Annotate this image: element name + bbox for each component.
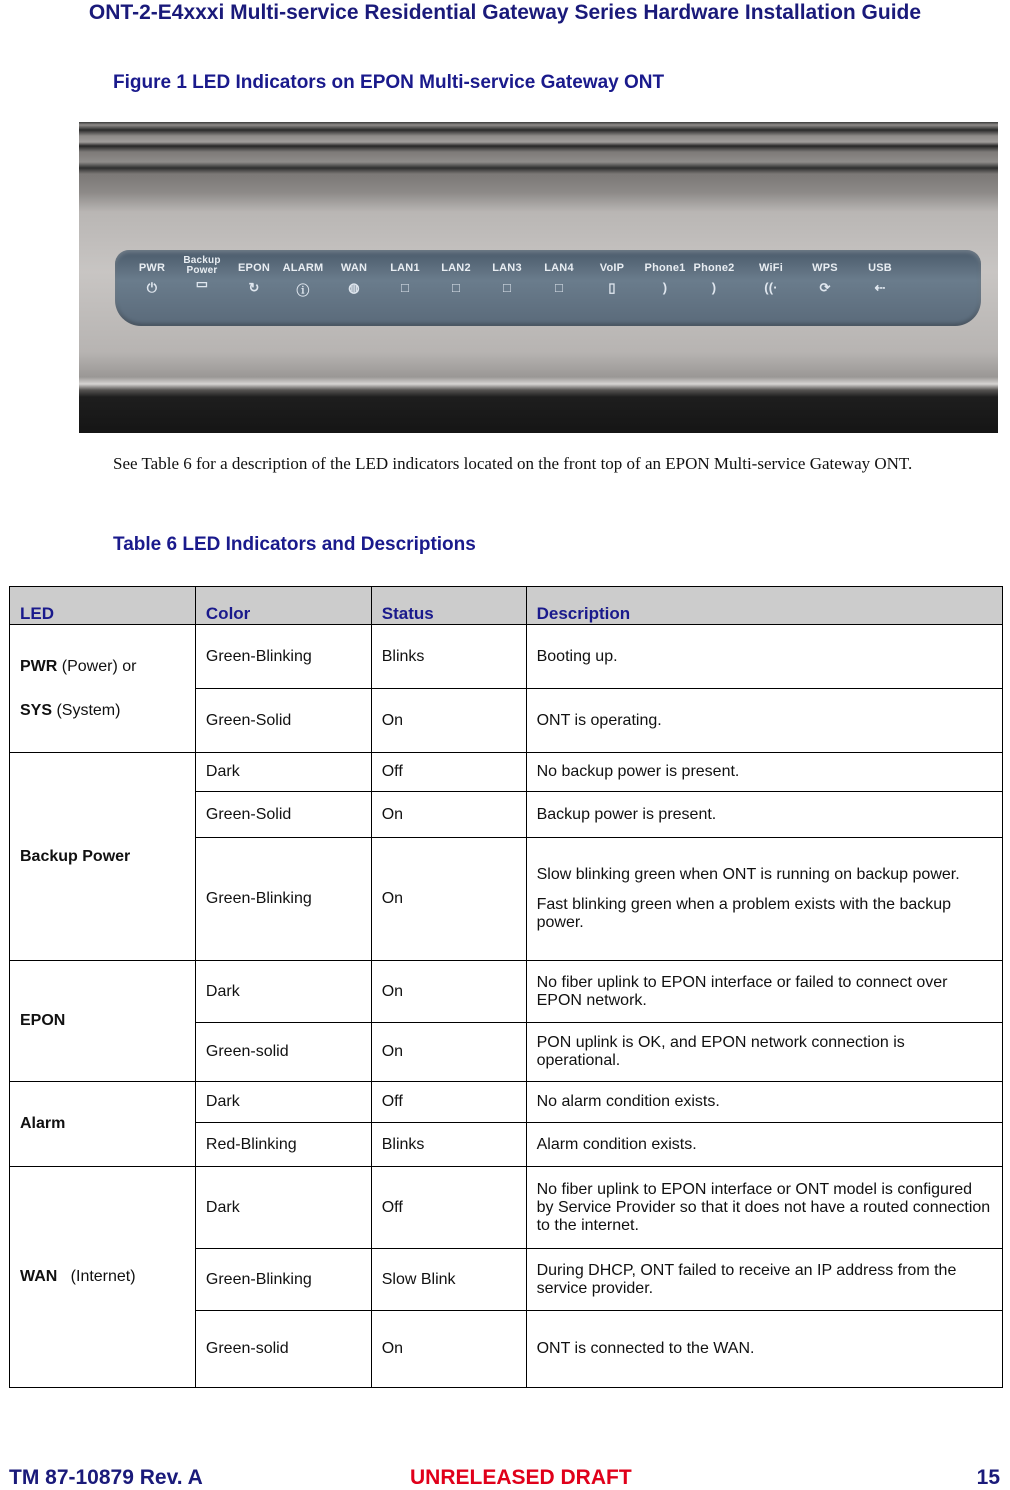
header-color: Color <box>195 587 371 625</box>
led-phone1: Phone1 ) <box>639 262 691 295</box>
color-cell: Green-Solid <box>195 792 371 838</box>
status-cell: On <box>371 689 526 753</box>
color-cell: Dark <box>195 753 371 792</box>
status-cell: On <box>371 961 526 1023</box>
color-cell: Green-Blinking <box>195 1249 371 1311</box>
status-cell: On <box>371 1311 526 1388</box>
battery-icon: ▭ <box>195 276 209 291</box>
led-phone2: Phone2 ) <box>688 262 740 295</box>
led-cell-wan: WAN (Internet) <box>10 1167 196 1388</box>
color-cell: Green-Solid <box>195 689 371 753</box>
table-header-row <box>10 587 1003 625</box>
led-lan3: LAN3 □ <box>481 262 533 295</box>
led-wps: WPS ⟳ <box>799 262 851 296</box>
status-cell: On <box>371 1023 526 1082</box>
power-icon: ⏻ <box>146 280 158 295</box>
alarm-icon: ⓘ <box>296 283 310 298</box>
table-row <box>10 753 1003 792</box>
description-cell: Alarm condition exists. <box>526 1123 1002 1167</box>
globe-icon: ◍ <box>348 280 360 295</box>
table-title: Table 6 LED Indicators and Descriptions <box>113 534 476 555</box>
color-cell: Red-Blinking <box>195 1123 371 1167</box>
led-alarm: ALARM ⓘ <box>277 262 329 299</box>
handset-icon: ) <box>662 280 668 295</box>
description-cell: Booting up. <box>526 625 1002 689</box>
footer-doc-number: TM 87-10879 Rev. A <box>9 1466 203 1489</box>
led-pwr: PWR ⏻ <box>126 262 178 296</box>
led-lan4: LAN4 □ <box>533 262 585 295</box>
table-row <box>10 625 1003 689</box>
color-cell: Green-Blinking <box>195 838 371 961</box>
lan-icon: □ <box>554 280 564 295</box>
color-cell: Dark <box>195 961 371 1023</box>
table-row <box>10 1082 1003 1123</box>
status-cell: Off <box>371 1167 526 1249</box>
page-header: ONT-2-E4xxxi Multi-service Residential Gateway Series Hardware Installation Guide <box>88 1 922 24</box>
led-cell-alarm: Alarm <box>10 1082 196 1167</box>
status-cell: Blinks <box>371 625 526 689</box>
handset-icon: ) <box>711 280 717 295</box>
wifi-icon: ((· <box>764 280 778 295</box>
status-cell: Off <box>371 753 526 792</box>
description-cell: Slow blinking green when ONT is running on backup power. Fast blinking green when a problem exists with the backup power. <box>526 838 1002 961</box>
footer-draft-label: UNRELEASED DRAFT <box>410 1466 632 1489</box>
led-epon: EPON ↻ <box>228 262 280 296</box>
description-cell: PON uplink is OK, and EPON network connection is operational. <box>526 1023 1002 1082</box>
status-cell: Off <box>371 1082 526 1123</box>
table-row <box>10 961 1003 1023</box>
led-wan: WAN ◍ <box>328 262 380 296</box>
description-cell: No fiber uplink to EPON interface or ONT model is configured by Service Provider so that it does not have a routed connection to the internet. <box>526 1167 1002 1249</box>
lan-icon: □ <box>502 280 512 295</box>
description-cell: Backup power is present. <box>526 792 1002 838</box>
description-cell: ONT is operating. <box>526 689 1002 753</box>
description-cell: No alarm condition exists. <box>526 1082 1002 1123</box>
status-cell: Blinks <box>371 1123 526 1167</box>
description-cell: During DHCP, ONT failed to receive an IP address from the service provider. <box>526 1249 1002 1311</box>
phone-icon: ▯ <box>608 280 616 295</box>
device-photo <box>79 122 998 433</box>
color-cell: Dark <box>195 1082 371 1123</box>
led-lan1: LAN1 □ <box>379 262 431 295</box>
led-lan2: LAN2 □ <box>430 262 482 295</box>
footer-page-number: 15 <box>976 1466 1000 1489</box>
status-cell: On <box>371 838 526 961</box>
lan-icon: □ <box>400 280 410 295</box>
figure-title: Figure 1 LED Indicators on EPON Multi-service Gateway ONT <box>113 72 665 93</box>
epon-icon: ↻ <box>248 280 260 295</box>
led-voip: VoIP ▯ <box>586 262 638 296</box>
led-cell-backup-power: Backup Power <box>10 753 196 961</box>
color-cell: Green-Blinking <box>195 625 371 689</box>
lan-icon: □ <box>451 280 461 295</box>
status-cell: On <box>371 792 526 838</box>
header-description: Description <box>526 587 1002 625</box>
usb-icon: ⇠ <box>874 280 886 295</box>
color-cell: Green-solid <box>195 1311 371 1388</box>
description-cell: ONT is connected to the WAN. <box>526 1311 1002 1388</box>
led-cell-pwr: PWR (Power) or SYS (System) <box>10 625 196 753</box>
header-status: Status <box>371 587 526 625</box>
header-led: LED <box>10 587 196 625</box>
led-wifi: WiFi ((· <box>745 262 797 295</box>
description-paragraph: See Table 6 for a description of the LED indicators located on the front top of an EPON Multi-service Gateway ONT. <box>113 454 913 473</box>
led-table <box>9 586 1003 1388</box>
color-cell: Dark <box>195 1167 371 1249</box>
led-usb: USB ⇠ <box>854 262 906 296</box>
description-cell: No backup power is present. <box>526 753 1002 792</box>
color-cell: Green-solid <box>195 1023 371 1082</box>
led-cell-epon: EPON <box>10 961 196 1082</box>
description-cell: No fiber uplink to EPON interface or failed to connect over EPON network. <box>526 961 1002 1023</box>
wps-icon: ⟳ <box>819 280 831 295</box>
table-row <box>10 1167 1003 1249</box>
led-backup-power: Backup Power ▭ <box>176 256 228 289</box>
status-cell: Slow Blink <box>371 1249 526 1311</box>
